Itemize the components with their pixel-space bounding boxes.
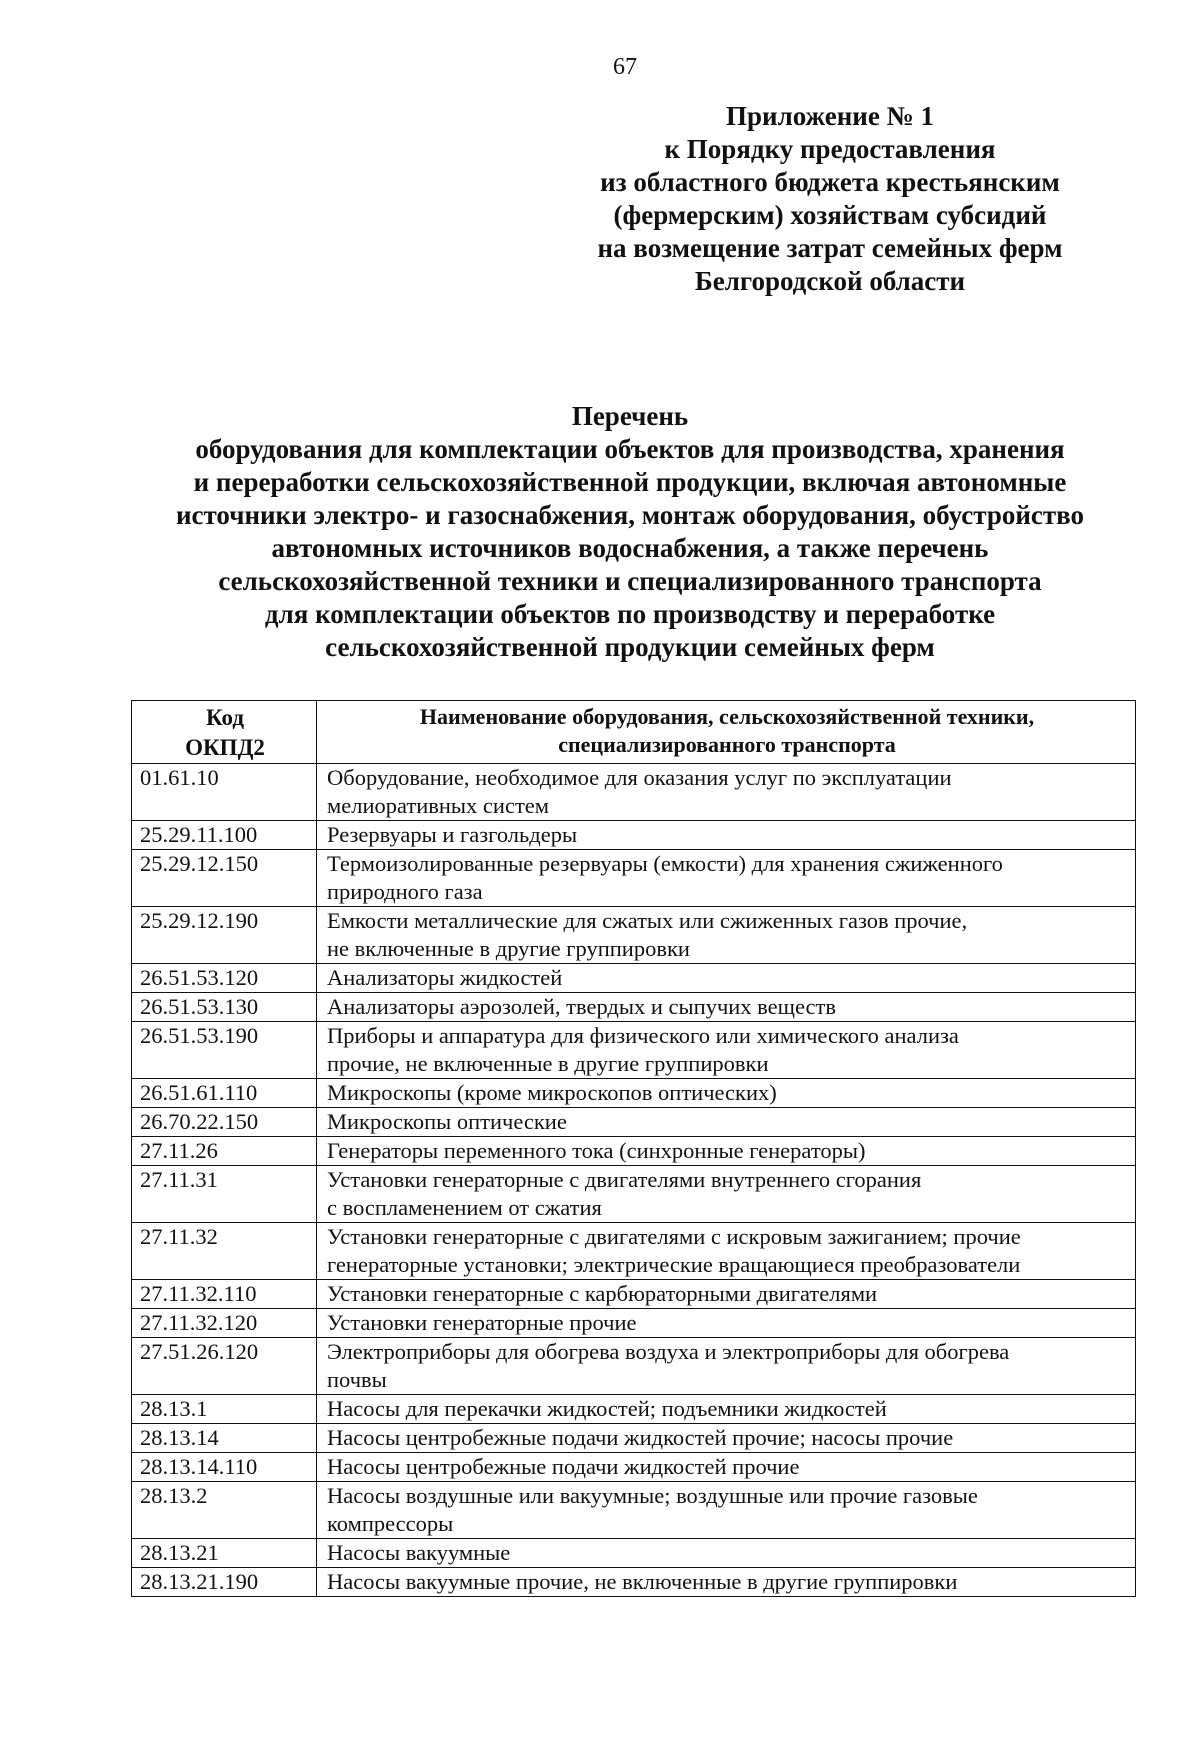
equipment-name-cell: [317, 907, 1136, 964]
okpd2-code-cell: 26.51.53.130: [132, 993, 317, 1022]
table-row: [132, 1022, 1136, 1079]
list-title-line: Перечень: [571, 401, 689, 431]
table-row: [132, 1166, 1136, 1223]
code-header-line: ОКПД2: [185, 735, 265, 760]
equipment-name-cell: [317, 850, 1136, 907]
equipment-name-cell: [317, 1223, 1136, 1280]
list-title-line: автономных источников водоснабжения, а также перечень: [271, 533, 989, 563]
list-title-line: сельскохозяйственной продукции семейных ферм: [325, 632, 935, 662]
okpd2-code-cell: 25.29.12.190: [132, 907, 317, 964]
table-row: [132, 1338, 1136, 1395]
table-row: [132, 764, 1136, 821]
equipment-name-line: Анализаторы жидкостей: [327, 965, 563, 990]
okpd2-code-cell: 28.13.1: [132, 1395, 317, 1424]
table-header: [132, 701, 1136, 764]
equipment-name-line: Приборы и аппаратура для физического или химического анализа: [327, 1023, 959, 1048]
table-row: [132, 907, 1136, 964]
table-row: [132, 1223, 1136, 1280]
equipment-name-cell: [317, 1166, 1136, 1223]
okpd2-code-cell: 28.13.21.190: [132, 1568, 317, 1597]
okpd2-code-cell: 27.11.26: [132, 1137, 317, 1166]
equipment-name-line: мелиоративных систем: [327, 793, 550, 818]
code-column-header: [132, 701, 317, 764]
okpd2-code-cell: 28.13.14: [132, 1424, 317, 1453]
equipment-name-line: Насосы воздушные или вакуумные; воздушные или прочие газовые: [327, 1483, 978, 1508]
table-row: [132, 1482, 1136, 1539]
equipment-name-line: Анализаторы аэрозолей, твердых и сыпучих веществ: [327, 994, 836, 1019]
equipment-name-line: Электроприборы для обогрева воздуха и электроприборы для обогрева: [327, 1339, 1010, 1364]
okpd2-code-cell: 27.11.31: [132, 1166, 317, 1223]
table-row: [132, 1568, 1136, 1597]
equipment-name-line: почвы: [327, 1367, 387, 1392]
list-title-line: оборудования для комплектации объектов для производства, хранения: [195, 434, 1065, 464]
equipment-name-line: Емкости металлические для сжатых или сжиженных газов прочие,: [327, 908, 968, 933]
equipment-name-line: Оборудование, необходимое для оказания услуг по эксплуатации: [327, 765, 952, 790]
equipment-name-line: генераторные установки; электрические вращающиеся преобразователи: [327, 1252, 1021, 1277]
equipment-name-cell: [317, 821, 1136, 850]
equipment-name-cell: [317, 1137, 1136, 1166]
equipment-name-line: Микроскопы оптические: [327, 1109, 567, 1134]
equipment-name-cell: [317, 1280, 1136, 1309]
equipment-name-cell: [317, 1309, 1136, 1338]
equipment-name-cell: [317, 1022, 1136, 1079]
equipment-name-cell: [317, 1482, 1136, 1539]
equipment-name-cell: [317, 1453, 1136, 1482]
table-row: [132, 1424, 1136, 1453]
equipment-name-cell: [317, 1568, 1136, 1597]
equipment-name-cell: [317, 993, 1136, 1022]
equipment-name-line: Микроскопы (кроме микроскопов оптических): [327, 1080, 777, 1105]
appendix-heading: [560, 100, 1100, 298]
name-header-line: Наименование оборудования, сельскохозяйственной техники,: [419, 704, 1035, 729]
appendix-line: Приложение № 1: [726, 101, 934, 131]
okpd2-code-cell: 27.11.32: [132, 1223, 317, 1280]
appendix-line: Белгородской области: [694, 266, 966, 296]
table-row: [132, 1079, 1136, 1108]
equipment-name-line: Установки генераторные с двигателями внутреннего сгорания: [327, 1167, 922, 1192]
okpd2-code-cell: 27.11.32.120: [132, 1309, 317, 1338]
table-body: [132, 764, 1136, 1597]
equipment-name-line: компрессоры: [327, 1511, 454, 1536]
table-row: [132, 821, 1136, 850]
table-row: [132, 1395, 1136, 1424]
okpd2-code-cell: 27.51.26.120: [132, 1338, 317, 1395]
list-title: [100, 400, 1160, 664]
equipment-name-line: Насосы центробежные подачи жидкостей прочие; насосы прочие: [327, 1425, 954, 1450]
equipment-name-line: Насосы центробежные подачи жидкостей прочие: [327, 1454, 800, 1479]
equipment-name-line: Генераторы переменного тока (синхронные генераторы): [327, 1138, 866, 1163]
appendix-line: из областного бюджета крестьянским: [600, 167, 1060, 197]
okpd2-code-cell: 26.51.53.120: [132, 964, 317, 993]
code-header-line: Код: [205, 705, 244, 730]
appendix-line: на возмещение затрат семейных ферм: [597, 233, 1063, 263]
appendix-line: (фермерским) хозяйствам субсидий: [613, 200, 1047, 230]
equipment-name-line: Установки генераторные с двигателями с искровым зажиганием; прочие: [327, 1224, 1021, 1249]
okpd2-code-cell: 26.51.53.190: [132, 1022, 317, 1079]
list-title-line: источники электро- и газоснабжения, монтаж оборудования, обустройство: [175, 500, 1085, 530]
table-row: [132, 964, 1136, 993]
equipment-name-line: Термоизолированные резервуары (емкости) для хранения сжиженного: [327, 851, 1003, 876]
table-row: [132, 1309, 1136, 1338]
equipment-name-line: природного газа: [327, 879, 483, 904]
okpd2-code-cell: 28.13.14.110: [132, 1453, 317, 1482]
equipment-name-line: с воспламенением от сжатия: [327, 1195, 602, 1220]
page-number: 67: [613, 54, 637, 80]
list-title-line: сельскохозяйственной техники и специализированного транспорта: [218, 566, 1042, 596]
equipment-name-line: Насосы для перекачки жидкостей; подъемники жидкостей: [327, 1396, 887, 1421]
equipment-name-cell: [317, 1338, 1136, 1395]
okpd2-code-cell: 26.51.61.110: [132, 1079, 317, 1108]
equipment-name-cell: [317, 1424, 1136, 1453]
equipment-name-line: Установки генераторные с карбюраторными двигателями: [327, 1281, 878, 1306]
table-row: [132, 1539, 1136, 1568]
equipment-name-cell: [317, 764, 1136, 821]
okpd2-code-cell: 25.29.12.150: [132, 850, 317, 907]
okpd2-code-cell: 28.13.21: [132, 1539, 317, 1568]
name-column-header: [317, 701, 1136, 764]
equipment-table: [131, 700, 1136, 1597]
table-row: [132, 1280, 1136, 1309]
list-title-line: и переработки сельскохозяйственной продукции, включая автономные: [193, 467, 1067, 497]
table-header-row: [132, 701, 1136, 764]
okpd2-code-cell: 26.70.22.150: [132, 1108, 317, 1137]
equipment-name-line: не включенные в другие группировки: [327, 936, 690, 961]
okpd2-code-cell: 01.61.10: [132, 764, 317, 821]
table-row: [132, 1108, 1136, 1137]
table-row: [132, 1137, 1136, 1166]
okpd2-code-cell: 25.29.11.100: [132, 821, 317, 850]
equipment-name-cell: [317, 1395, 1136, 1424]
equipment-name-line: Насосы вакуумные: [327, 1540, 511, 1565]
table-row: [132, 1453, 1136, 1482]
equipment-name-line: Насосы вакуумные прочие, не включенные в другие группировки: [327, 1569, 958, 1594]
equipment-name-line: прочие, не включенные в другие группировки: [327, 1051, 769, 1076]
table-row: [132, 993, 1136, 1022]
equipment-name-line: Установки генераторные прочие: [327, 1310, 637, 1335]
equipment-name-cell: [317, 1079, 1136, 1108]
equipment-name-cell: [317, 1539, 1136, 1568]
okpd2-code-cell: 28.13.2: [132, 1482, 317, 1539]
equipment-name-cell: [317, 964, 1136, 993]
name-header-line: специализированного транспорта: [558, 732, 896, 757]
okpd2-code-cell: 27.11.32.110: [132, 1280, 317, 1309]
equipment-name-line: Резервуары и газгольдеры: [327, 822, 578, 847]
appendix-line: к Порядку предоставления: [664, 134, 996, 164]
table-row: [132, 850, 1136, 907]
equipment-name-cell: [317, 1108, 1136, 1137]
list-title-line: для комплектации объектов по производству и переработке: [264, 599, 996, 629]
